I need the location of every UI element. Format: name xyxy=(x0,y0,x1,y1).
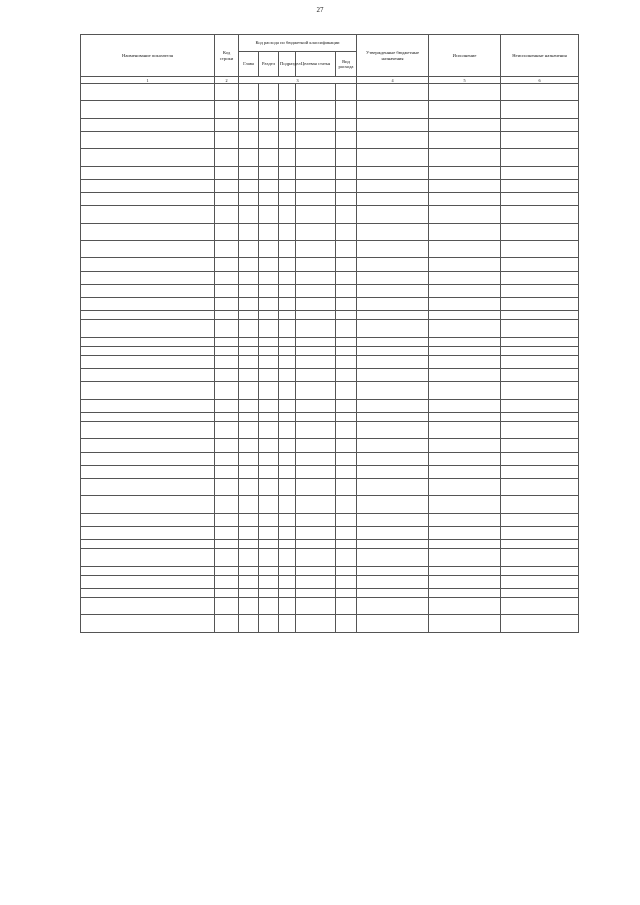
table-row xyxy=(81,320,579,337)
table-row xyxy=(81,271,579,284)
table-row xyxy=(81,369,579,382)
table-row xyxy=(81,131,579,148)
table-row xyxy=(81,84,579,101)
column-index-row xyxy=(81,77,579,84)
column-index-3: 3 xyxy=(239,77,357,84)
table-row xyxy=(81,206,579,223)
header-name: Наименование показателя xyxy=(81,35,215,77)
table-row xyxy=(81,465,579,478)
table-row xyxy=(81,166,579,179)
column-index-2: 2 xyxy=(215,77,239,84)
header-expense-type: Вид расхода xyxy=(336,52,357,77)
column-index-5: 5 xyxy=(429,77,501,84)
table-row xyxy=(81,337,579,346)
table-body xyxy=(81,84,579,633)
table-row xyxy=(81,526,579,539)
table-row xyxy=(81,346,579,355)
table-row xyxy=(81,118,579,131)
column-index-1: 1 xyxy=(81,77,215,84)
table-row xyxy=(81,298,579,311)
header-subsection: Подраздел xyxy=(279,52,296,77)
header-unexecuted: Неисполненные назначения xyxy=(501,35,579,77)
table-row xyxy=(81,597,579,614)
table-row xyxy=(81,149,579,166)
table-row xyxy=(81,223,579,240)
table-row xyxy=(81,478,579,495)
table-row xyxy=(81,513,579,526)
expenditure-table xyxy=(80,34,579,633)
table-row xyxy=(81,412,579,421)
table-row xyxy=(81,566,579,575)
table-row xyxy=(81,355,579,368)
column-index-6: 6 xyxy=(501,77,579,84)
table-row xyxy=(81,421,579,438)
table-row xyxy=(81,399,579,412)
table-row xyxy=(81,452,579,465)
header-approved: Утвержденные бюджетные назначения xyxy=(357,35,429,77)
table-row xyxy=(81,549,579,566)
table-row xyxy=(81,101,579,118)
page-number: 27 xyxy=(316,6,324,14)
header-chapter: Глава xyxy=(239,52,259,77)
header-budget-classification: Код расхода по бюджетной классификации xyxy=(239,35,357,52)
table-row xyxy=(81,439,579,452)
table-row xyxy=(81,311,579,320)
table-row xyxy=(81,179,579,192)
table-row xyxy=(81,193,579,206)
table-row xyxy=(81,284,579,297)
table-row xyxy=(81,241,579,258)
report-sheet xyxy=(80,34,578,633)
header-row-code: Код строки xyxy=(215,35,239,77)
header-section: Раздел xyxy=(259,52,279,77)
table-row xyxy=(81,540,579,549)
header-executed: Исполнение xyxy=(429,35,501,77)
table-row xyxy=(81,575,579,588)
table-row xyxy=(81,258,579,271)
column-index-4: 4 xyxy=(357,77,429,84)
table-row xyxy=(81,382,579,399)
header-target-article: Целевая статья xyxy=(296,52,336,77)
table-row xyxy=(81,615,579,632)
table-row xyxy=(81,588,579,597)
table-row xyxy=(81,496,579,513)
